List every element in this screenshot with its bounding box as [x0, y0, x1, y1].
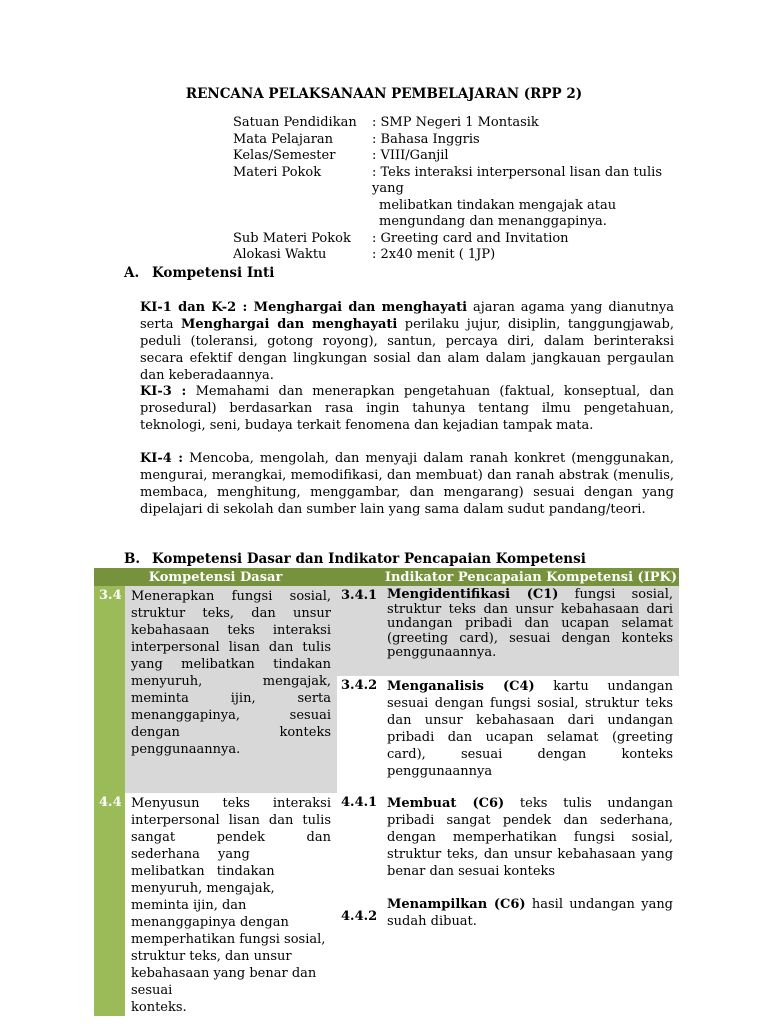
identity-value-line: melibatkan tindakan mengajak atau	[379, 197, 617, 213]
identity-key: Kelas/Semester	[233, 148, 336, 163]
identity-value-line: mengundang dan menanggapinya.	[379, 214, 607, 229]
ki-text: Mencoba, mengolah, dan menyaji dalam ranah konkret (menggunakan, mengurai, merangkai, memodifikasi, dan membuat) dan ranah abstrak (menulis, membaca, menghitung, menggambar, dan mengarang) sesuai dengan yang dipelajari di sekolah dan sumber lain yang sama dalam sudut pandang/teori.	[140, 451, 674, 517]
identity-key: Materi Pokok	[233, 164, 322, 180]
identity-key: Sub Materi Pokok	[233, 230, 351, 246]
kd-text: Menerapkan fungsi sosial, struktur teks, dan unsur kebahasaan teks interaksi interpersonal lisan dan tulis yang melibatkan tindakan menyuruh, mengajak, meminta ijin, serta menanggapinya, sesuai dengan konteks penggunaannya.	[125, 586, 337, 793]
ipk-text	[383, 676, 679, 793]
ki-1-2-paragraph	[140, 299, 674, 384]
section-title: Kompetensi Inti	[152, 265, 275, 281]
ki-3-paragraph	[140, 383, 674, 434]
ki-label: KI-1 dan K-2 : Menghargai dan menghayati	[140, 300, 468, 315]
competency-table	[94, 568, 679, 1016]
identity-key: Alokasi Waktu	[233, 247, 327, 262]
kd-line: menyuruh, mengajak, meminta ijin, dan menanggapinya dengan memperhatikan fungsi sosial, struktur teks, dan unsur kebahasaan yang benar dan sesuai	[131, 881, 326, 998]
section-title: Kompetensi Dasar dan Indikator Pencapaian Kompetensi	[152, 551, 586, 567]
identity-value: : VIII/Ganjil	[372, 148, 449, 163]
ipk-number-cell	[337, 793, 383, 1016]
ki-text: Memahami dan menerapkan pengetahuan (faktual, konseptual, dan prosedural) berdasarkan rasa ingin tahunya tentang ilmu pengetahuan, teknologi, seni, budaya terkait fenomena dan kejadian tampak mata.	[140, 384, 674, 433]
ipk-text-cell	[383, 793, 679, 1016]
ipk-verb: Mengidentifikasi (C1)	[387, 587, 559, 602]
ki-label: KI-4 :	[140, 451, 184, 466]
identity-value: : SMP Negeri 1 Montasik	[372, 115, 539, 130]
identity-value-line: : Teks interaksi interpersonal lisan dan tulis yang	[372, 164, 663, 196]
ipk-desc: teks tulis undangan pribadi sangat pendek dan sederhana, dengan memperhatikan fungsi sosial, struktur teks, dan unsur kebahasaan yang benar dan sesuai konteks	[387, 796, 674, 879]
ipk-text	[383, 586, 679, 676]
ki-bold: Menghargai dan menghayati	[181, 317, 398, 332]
document-title: RENCANA PELAKSANAAN PEMBELAJARAN (RPP 2)	[185, 86, 583, 102]
kd-line: konteks.	[131, 1000, 187, 1015]
ipk-verb: Membuat (C6)	[387, 796, 505, 811]
identity-row-alokasi	[233, 247, 683, 264]
table-row	[94, 793, 679, 1016]
identity-row-satuan	[233, 115, 683, 132]
identity-value: : 2x40 menit ( 1JP)	[372, 247, 496, 262]
ipk-number: 4.4.2	[341, 909, 378, 924]
header-kompetensi-dasar: Kompetensi Dasar	[94, 568, 337, 586]
identity-value	[372, 165, 683, 231]
section-a-heading	[124, 265, 274, 281]
kd-line: melibatkan tindakan	[131, 864, 275, 879]
section-number: A.	[124, 265, 140, 281]
ipk-number: 4.4.1	[341, 795, 378, 810]
table-header-row	[94, 568, 679, 586]
kd-text	[125, 793, 337, 1016]
ipk-verb: Menampilkan (C6)	[387, 897, 526, 912]
identity-row-sub	[233, 231, 683, 248]
identity-block	[233, 115, 683, 264]
ipk-text	[387, 896, 673, 930]
ipk-text	[387, 795, 673, 880]
ipk-number: 3.4.2	[341, 678, 378, 693]
ki-4-paragraph	[140, 450, 674, 518]
kd-line: sederhana yang	[131, 847, 250, 862]
identity-key: Satuan Pendidikan	[233, 115, 357, 130]
ki-label: KI-3 :	[140, 384, 187, 399]
identity-key: Mata Pelajaran	[233, 131, 334, 147]
ki-text: perilaku jujur, disiplin, tanggungjawab, peduli (toleransi, gotong royong), santun, percaya diri, dalam berinteraksi secara efektif dengan lingkungan sosial dan alam dalam jangkauan pergaulan dan keberadaannya.	[140, 317, 675, 383]
identity-row-materi	[233, 165, 683, 231]
ipk-number: 3.4.1	[337, 586, 383, 676]
identity-row-kelas	[233, 148, 683, 165]
identity-value: : Greeting card and Invitation	[372, 230, 569, 246]
kd-number: 3.4	[94, 586, 125, 793]
identity-value: : Bahasa Inggris	[372, 131, 480, 147]
kd-line: Menyusun teks interaksi interpersonal lisan dan tulis sangat pendek dan	[131, 796, 332, 845]
ipk-desc: hasil undangan yang sudah dibuat.	[387, 897, 674, 929]
ipk-desc: fungsi sosial, struktur teks dan unsur kebahasaan dari undangan pribadi dan ucapan selamat (greeting card), sesuai dengan konteks penggunaannya.	[387, 587, 674, 660]
table-row	[94, 586, 679, 676]
section-b-heading	[124, 551, 586, 567]
ipk-verb: Menganalisis (C4)	[387, 679, 535, 694]
section-number: B.	[124, 551, 141, 567]
header-ipk: Indikator Pencapaian Kompetensi (IPK)	[337, 568, 679, 586]
ki-text: ajaran agama yang dianutnya serta	[140, 300, 674, 332]
ipk-desc: kartu undangan sesuai dengan fungsi sosial, struktur teks dan unsur kebahasaan dari undangan pribadi dan ucapan selamat (greeting card), sesuai dengan konteks penggunaannya	[387, 679, 674, 779]
identity-row-mapel	[233, 132, 683, 149]
kd-number: 4.4	[94, 793, 125, 1016]
